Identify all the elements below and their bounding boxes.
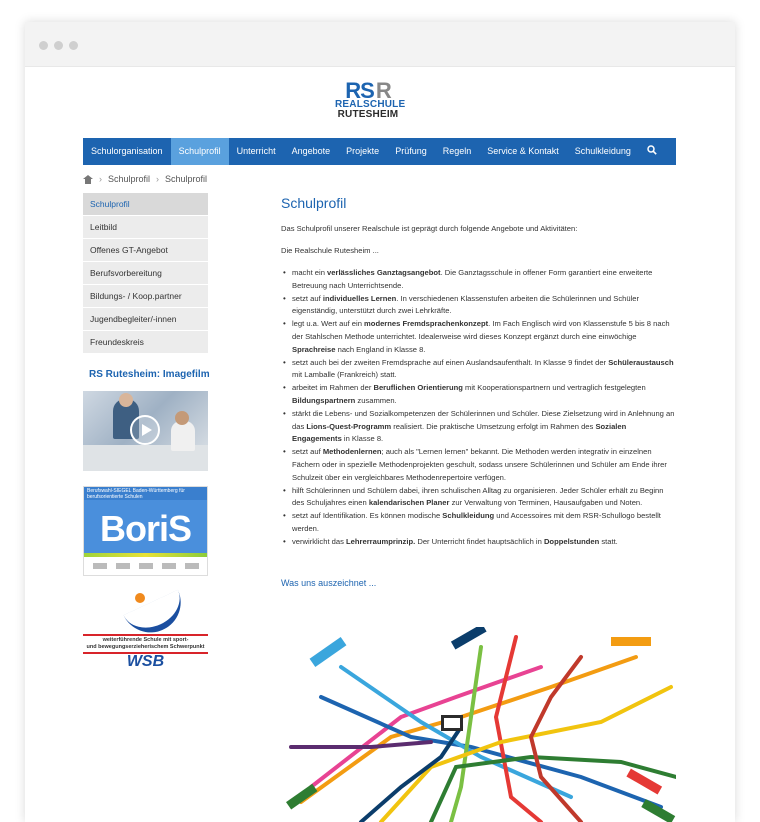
sidebar-item[interactable]: Berufsvorbereitung [83,262,208,285]
home-icon[interactable] [83,175,93,184]
wsb-line-2: und bewegungserzieherischem Schwerpunkt [86,644,205,650]
wsb-wordmark: WSB [126,653,165,670]
boris-top-text: Berufswahl-SIEGEL Baden-Württemberg für berufsorientierte Schulen [84,487,207,500]
window-dot-icon[interactable] [54,41,63,50]
page [25,67,735,822]
list-item: • hilft Schülerinnen und Schülern dabei, ihren schulischen Alltag zu organisieren. Jeder Schüler erhält zu Beginn des Schuljahres einen kalendarischen Planer zur Verwaltung von Terminen, Hausaufgaben und Noten. [292,485,676,511]
list-item: • legt u.a. Wert auf ein modernes Fremdsprachenkonzept. Im Fach Englisch wird von Klassenstufe 5 bis 8 nach der Stahlschen Methode unterrichtet. Idealerweise wird dieses Konzept ergänzt durch eine einwöchige Sprachreise nach England in Klasse 8. [292,318,676,356]
sidebar-item[interactable]: Bildungs- / Koop.partner [83,285,208,308]
intro-text: Das Schulprofil unserer Realschule ist geprägt durch folgende Angebote und Aktivitäten: [281,224,578,233]
nav-item-schulorganisation[interactable]: Schulorganisation [91,146,163,156]
nav-item-prüfung[interactable]: Prüfung [395,146,427,156]
play-icon[interactable] [130,415,160,445]
subway-map-graphic [281,627,676,822]
school-logo[interactable] [335,78,406,120]
logo-mark-right: R [375,78,391,103]
video-heading: RS Rutesheim: Imagefilm [89,369,210,380]
athlete-icon [123,593,153,623]
nav-item-schulkleidung[interactable]: Schulkleidung [574,146,631,156]
boris-logo[interactable] [83,486,208,576]
nav-item-angebote[interactable]: Angebote [291,146,331,156]
sidebar-item[interactable]: Offenes GT-Angebot [83,239,208,262]
breadcrumb-separator: › [156,174,160,184]
browser-window [25,22,735,822]
breadcrumb-item[interactable]: Schulprofil [108,174,151,184]
wsb-line-1: weiterführende Schule mit sport- [102,637,189,643]
list-item: • arbeitet im Rahmen der Beruflichen Orientierung mit Kooperationspartnern und vertraglich festgelegten Bildungspartnern zusammen. [292,382,676,408]
nav-item-unterricht[interactable]: Unterricht [236,146,276,156]
sidebar-nav [83,193,208,354]
list-item: • setzt auf Identifikation. Es können modische Schulkleidung und Accessoires mit dem RSR-Schullogo bestellt werden. [292,510,676,536]
lead-text: Die Realschule Rutesheim ... [281,246,379,255]
nav-item-service-kontakt[interactable]: Service & Kontakt [487,146,559,156]
partner-logos [84,557,207,575]
logo-mark [335,78,401,103]
main-content [281,195,676,588]
profile-list [281,267,676,549]
list-item: • setzt auch bei der zweiten Fremdsprache auf einen Auslandsaufenthalt. In Klasse 9 findet der Schüleraustausch mit Lamballe (Frankreich) statt. [292,357,676,383]
logo-mark-left: RS [345,78,374,103]
section-subtitle: Was uns auszeichnet ... [281,577,377,588]
breadcrumb [83,174,207,184]
breadcrumb-current: Schulprofil [165,174,208,184]
main-nav [83,138,676,165]
nav-item-projekte[interactable]: Projekte [346,146,380,156]
imagefilm-video[interactable] [83,391,208,471]
list-item: • macht ein verlässliches Ganztagsangebot. Die Ganztagsschule in offener Form garantiert eine erweiterte Betreuung nach Unterrichtsende. [292,267,676,293]
nav-item-regeln[interactable]: Regeln [442,146,472,156]
list-item: • setzt auf Methodenlernen; auch als "Lernen lernen" bekannt. Die Methoden werden integrativ in einzelnen Fächern oder in spezielle Methodenprojekten geschult, sodass unsere Schülerinnen und Schüler am Ende ihrer Schulzeit über ein vergleichbares Methodenrepertoire verfügen. [292,446,676,484]
profile-map-image[interactable] [281,627,676,822]
search-icon[interactable] [639,145,665,158]
window-dot-icon[interactable] [39,41,48,50]
sidebar-item[interactable]: Freundeskreis [83,331,208,354]
list-item: • setzt auf individuelles Lernen. In verschiedenen Klassenstufen arbeiten die Schülerinnen und Schüler eigenständig, unterstützt durch zwei Lehrkräfte. [292,293,676,319]
logo-line-1: REALSCHULE [335,99,406,110]
breadcrumb-separator: › [99,174,102,184]
page-title: Schulprofil [281,195,347,211]
logo-line-2: RUTESHEIM [337,109,399,120]
window-dot-icon[interactable] [69,41,78,50]
list-item: • verwirklicht das Lehrerraumprinzip. Der Unterricht findet hauptsächlich in Doppelstunden statt. [292,536,676,549]
sidebar-item[interactable]: Schulprofil [83,193,208,216]
sidebar-item[interactable]: Jugendbegleiter/-innen [83,308,208,331]
boris-wordmark: BoriS [99,508,191,549]
browser-toolbar [25,22,735,67]
list-item: • stärkt die Lebens- und Sozialkompetenzen der Schülerinnen und Schüler. Diese Zielsetzung wird in Anlehnung an das Lions-Quest-Programm realisiert. Die praktische Umsetzung erfolgt im Rahmen des Sozialen Engagements in Klasse 8. [292,408,676,446]
sidebar-item[interactable]: Leitbild [83,216,208,239]
wsb-logo[interactable] [83,591,208,671]
nav-item-schulprofil[interactable]: Schulprofil [171,138,229,165]
